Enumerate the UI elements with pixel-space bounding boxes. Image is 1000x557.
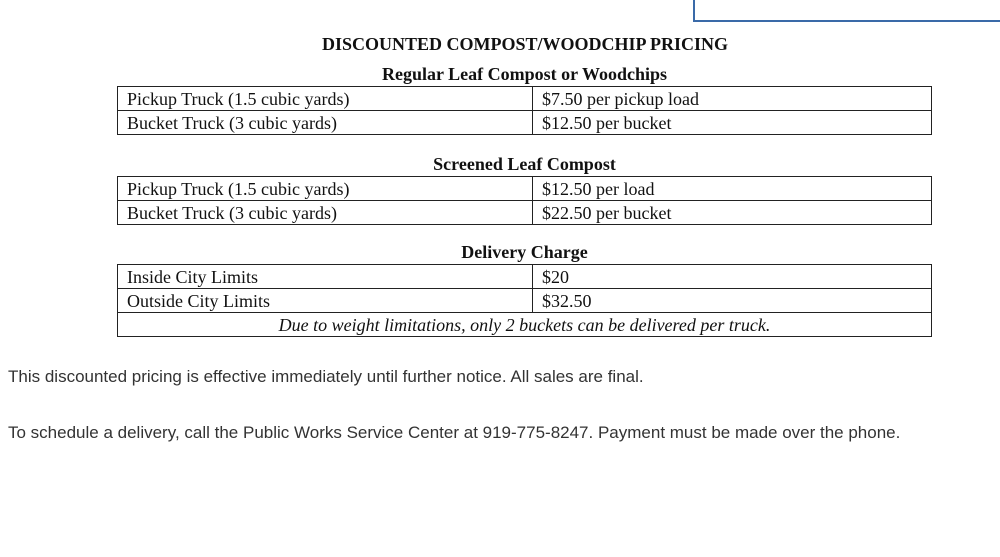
price-cell: $20 [533, 265, 932, 289]
table-row [118, 111, 932, 135]
table-row [118, 289, 932, 313]
table-row [118, 177, 932, 201]
item-cell: Inside City Limits [118, 265, 533, 289]
item-cell: Outside City Limits [118, 289, 533, 313]
price-cell: $12.50 per bucket [533, 111, 932, 135]
document-title: DISCOUNTED COMPOST/WOODCHIP PRICING [321, 34, 729, 54]
item-cell: Pickup Truck (1.5 cubic yards) [118, 177, 533, 201]
price-cell: $22.50 per bucket [533, 201, 932, 225]
table-row [118, 87, 932, 111]
table-row [118, 265, 932, 289]
item-cell: Pickup Truck (1.5 cubic yards) [118, 87, 533, 111]
item-cell: Bucket Truck (3 cubic yards) [118, 111, 533, 135]
regular-compost-table [117, 86, 932, 135]
top-blue-box [693, 0, 1000, 22]
section-title-screened: Screened Leaf Compost [433, 154, 616, 174]
item-cell: Bucket Truck (3 cubic yards) [118, 201, 533, 225]
delivery-instructions-paragraph: To schedule a delivery, call the Public Works Service Center at 919-775-8247. Payment must be made over the phone. [8, 423, 901, 442]
table-row [118, 201, 932, 225]
delivery-note: Due to weight limitations, only 2 buckets can be delivered per truck. [118, 313, 932, 337]
section-title-delivery: Delivery Charge [461, 242, 588, 262]
price-cell: $32.50 [533, 289, 932, 313]
screened-compost-table [117, 176, 932, 225]
table-row [118, 313, 932, 337]
price-cell: $7.50 per pickup load [533, 87, 932, 111]
price-cell: $12.50 per load [533, 177, 932, 201]
pricing-notice-paragraph: This discounted pricing is effective immediately until further notice. All sales are final. [8, 367, 644, 386]
section-title-regular: Regular Leaf Compost or Woodchips [381, 64, 668, 84]
delivery-charge-table [117, 264, 932, 337]
